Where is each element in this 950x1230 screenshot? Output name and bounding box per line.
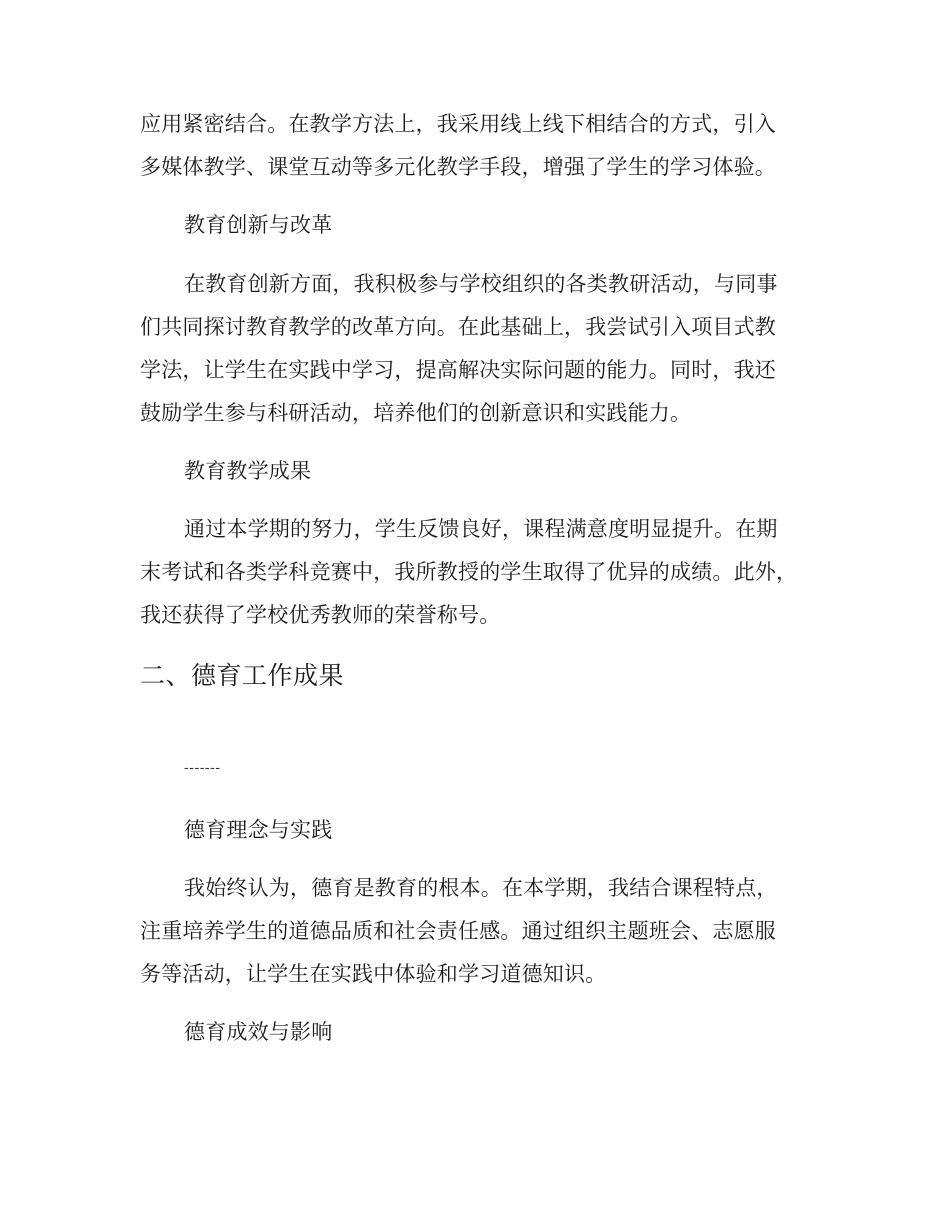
paragraph-line: 末考试和各类学科竞赛中，我所教授的学生取得了优异的成绩。此外， [140,560,798,584]
paragraph-line: 通过本学期的努力，学生反馈良好，课程满意度明显提升。在期 [184,517,778,541]
paragraph-line: 学法，让学生在实践中学习，提高解决实际问题的能力。同时，我还 [140,358,776,382]
paragraph-line: 我还获得了学校优秀教师的荣誉称号。 [140,603,501,627]
subheading-results: 教育教学成果 [184,459,312,483]
section-heading-moral: 二、德育工作成果 [140,661,345,690]
subheading-moral-philosophy: 德育理念与实践 [184,818,333,842]
paragraph-line: 多媒体教学、课堂互动等多元化教学手段，增强了学生的学习体验。 [140,155,776,179]
subheading-moral-impact: 德育成效与影响 [184,1020,333,1044]
paragraph-line: 在教育创新方面，我积极参与学校组织的各类教研活动，与同事 [184,272,778,296]
paragraph-line: 应用紧密结合。在教学方法上，我采用线上线下相结合的方式，引入 [140,112,776,136]
paragraph-line: 我始终认为，德育是教育的根本。在本学期，我结合课程特点， [184,876,778,900]
paragraph-line: 注重培养学生的道德品质和社会责任感。通过组织主题班会、志愿服 [140,919,776,943]
paragraph-line: 务等活动，让学生在实践中体验和学习道德知识。 [140,962,607,986]
subheading-innovation: 教育创新与改革 [184,213,333,237]
divider: ------- [184,760,221,776]
paragraph-line: 们共同探讨教育教学的改革方向。在此基础上，我尝试引入项目式教 [140,315,776,339]
paragraph-line: 鼓励学生参与科研活动，培养他们的创新意识和实践能力。 [140,401,692,425]
